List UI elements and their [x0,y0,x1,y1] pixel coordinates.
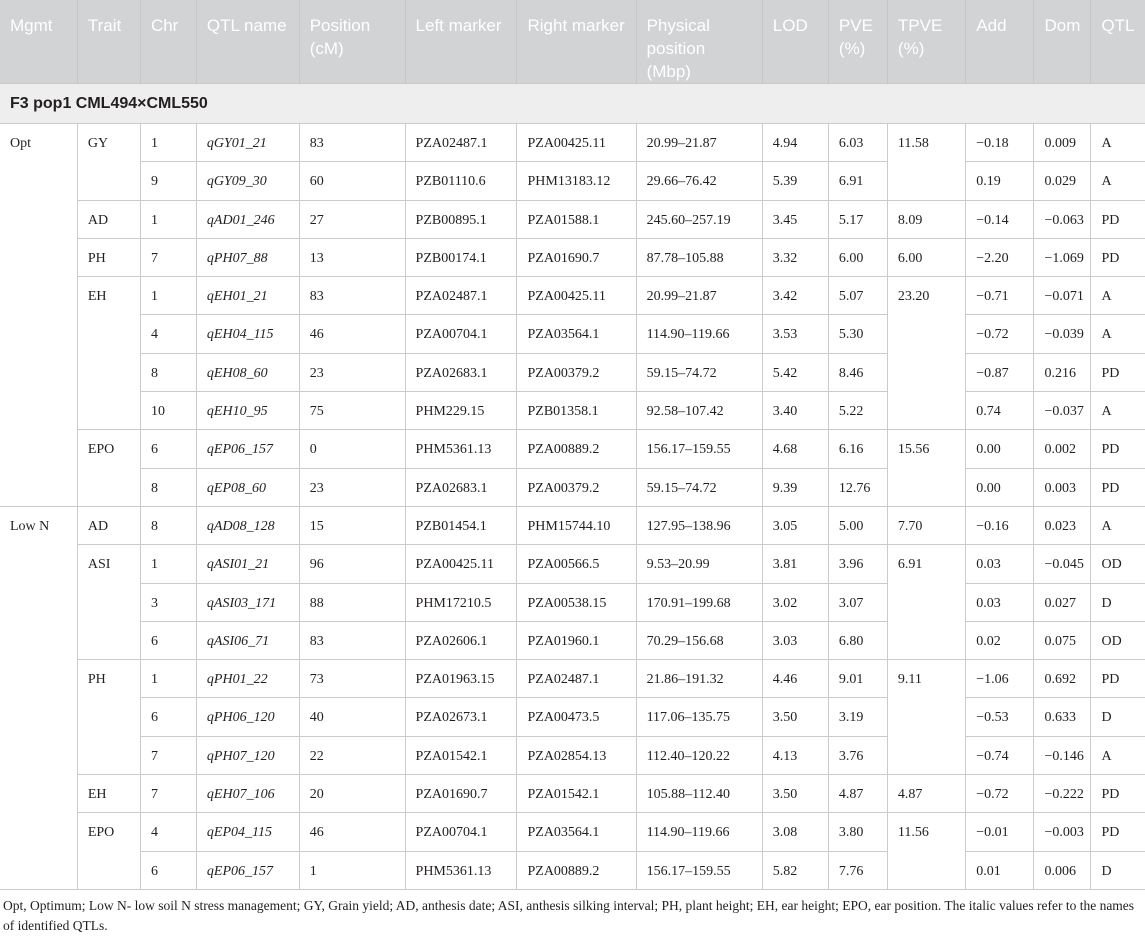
table-row [0,775,1145,813]
cell-type: A [1091,392,1145,430]
cell-qtl: qPH07_88 [196,238,299,276]
cell-lod: 5.82 [762,851,828,889]
table-row [0,468,1145,506]
cell-pos: 13 [299,238,405,276]
cell-tpve: 7.70 [887,506,965,544]
table-row [0,124,1145,162]
cell-pve: 3.80 [828,813,887,851]
cell-right: PZA01588.1 [517,200,636,238]
cell-add: −0.14 [966,200,1034,238]
cell-add: −0.71 [966,277,1034,315]
cell-left: PHM5361.13 [405,430,517,468]
cell-lod: 5.39 [762,162,828,200]
cell-dom: 0.633 [1034,698,1091,736]
cell-right: PZA03564.1 [517,315,636,353]
cell-phys: 156.17–159.55 [636,851,762,889]
cell-chr: 10 [140,392,196,430]
cell-qtl: qPH07_120 [196,736,299,774]
table-row [0,162,1145,200]
cell-chr: 4 [140,813,196,851]
table-row [0,698,1145,736]
cell-qtl: qPH01_22 [196,660,299,698]
cell-right: PZA00538.15 [517,583,636,621]
cell-qtl: qEH10_95 [196,392,299,430]
cell-pos: 0 [299,430,405,468]
cell-left: PZA01690.7 [405,775,517,813]
cell-tpve: 9.11 [887,660,965,775]
cell-qtl: qEH07_106 [196,775,299,813]
cell-pve: 9.01 [828,660,887,698]
cell-tpve: 11.58 [887,124,965,201]
cell-dom: 0.692 [1034,660,1091,698]
cell-phys: 112.40–120.22 [636,736,762,774]
cell-pos: 20 [299,775,405,813]
cell-left: PZA02683.1 [405,468,517,506]
cell-right: PZA02487.1 [517,660,636,698]
cell-right: PHM15744.10 [517,506,636,544]
cell-left: PZA00704.1 [405,315,517,353]
cell-right: PZB01358.1 [517,392,636,430]
cell-qtl: qGY09_30 [196,162,299,200]
cell-left: PZA02487.1 [405,124,517,162]
cell-phys: 21.86–191.32 [636,660,762,698]
cell-type: D [1091,583,1145,621]
cell-chr: 7 [140,775,196,813]
cell-pve: 6.00 [828,238,887,276]
cell-pve: 8.46 [828,353,887,391]
cell-phys: 170.91–199.68 [636,583,762,621]
cell-left: PHM229.15 [405,392,517,430]
cell-trait: ASI [77,545,140,660]
cell-left: PZA02487.1 [405,277,517,315]
cell-pve: 3.96 [828,545,887,583]
cell-chr: 6 [140,698,196,736]
cell-qtl: qASI06_71 [196,621,299,659]
cell-dom: −0.003 [1034,813,1091,851]
cell-lod: 3.50 [762,698,828,736]
cell-dom: 0.003 [1034,468,1091,506]
cell-pos: 83 [299,124,405,162]
table-row [0,545,1145,583]
cell-pve: 5.07 [828,277,887,315]
cell-lod: 3.42 [762,277,828,315]
cell-lod: 4.94 [762,124,828,162]
cell-dom: −0.037 [1034,392,1091,430]
cell-pve: 6.03 [828,124,887,162]
cell-left: PZA01963.15 [405,660,517,698]
cell-add: −0.72 [966,775,1034,813]
cell-pos: 27 [299,200,405,238]
footnote: Opt, Optimum; Low N- low soil N stress management; GY, Grain yield; AD, anthesis date; ASI, anthesis silking interval; PH, plant height; EH, ear height; EPO, ear position. The italic values refer to the names of identified QTLs. [3,897,1135,933]
cell-pos: 46 [299,813,405,851]
cell-pve: 12.76 [828,468,887,506]
cell-dom: 0.029 [1034,162,1091,200]
cell-add: 0.00 [966,430,1034,468]
section-row [0,84,1145,124]
cell-chr: 1 [140,660,196,698]
column-header: QTL [1091,0,1145,84]
cell-add: −2.20 [966,238,1034,276]
cell-left: PZB01110.6 [405,162,517,200]
cell-left: PZA00704.1 [405,813,517,851]
column-header: Position (cM) [299,0,405,84]
cell-add: −0.53 [966,698,1034,736]
table-row [0,660,1145,698]
cell-left: PZB01454.1 [405,506,517,544]
cell-right: PZA02854.13 [517,736,636,774]
cell-tpve: 15.56 [887,430,965,507]
cell-type: A [1091,124,1145,162]
cell-pos: 88 [299,583,405,621]
cell-pos: 15 [299,506,405,544]
cell-right: PZA00889.2 [517,851,636,889]
cell-phys: 20.99–21.87 [636,124,762,162]
cell-lod: 4.46 [762,660,828,698]
cell-trait: EH [77,775,140,813]
cell-type: PD [1091,238,1145,276]
table-row [0,506,1145,544]
cell-type: OD [1091,545,1145,583]
cell-pve: 3.19 [828,698,887,736]
cell-pve: 3.07 [828,583,887,621]
cell-type: PD [1091,660,1145,698]
cell-lod: 3.53 [762,315,828,353]
cell-type: PD [1091,200,1145,238]
cell-chr: 1 [140,277,196,315]
cell-pve: 3.76 [828,736,887,774]
cell-mgmt: Low N [0,506,77,889]
cell-qtl: qAD01_246 [196,200,299,238]
header-row [0,0,1145,84]
cell-right: PZA00425.11 [517,277,636,315]
cell-trait: EPO [77,430,140,507]
cell-tpve: 8.09 [887,200,965,238]
cell-pve: 5.17 [828,200,887,238]
cell-pos: 83 [299,277,405,315]
cell-type: D [1091,698,1145,736]
cell-trait: PH [77,238,140,276]
cell-type: D [1091,851,1145,889]
cell-tpve: 6.91 [887,545,965,660]
cell-type: A [1091,162,1145,200]
cell-phys: 127.95–138.96 [636,506,762,544]
column-header: Add [966,0,1034,84]
cell-pos: 23 [299,353,405,391]
cell-phys: 114.90–119.66 [636,315,762,353]
cell-tpve: 11.56 [887,813,965,890]
table-row [0,583,1145,621]
table-row [0,277,1145,315]
cell-phys: 92.58–107.42 [636,392,762,430]
cell-qtl: qEH04_115 [196,315,299,353]
cell-dom: −0.146 [1034,736,1091,774]
cell-lod: 3.08 [762,813,828,851]
cell-lod: 5.42 [762,353,828,391]
cell-add: −0.74 [966,736,1034,774]
cell-dom: −0.071 [1034,277,1091,315]
cell-pos: 60 [299,162,405,200]
cell-chr: 6 [140,851,196,889]
cell-pve: 6.80 [828,621,887,659]
cell-qtl: qEP04_115 [196,813,299,851]
table-row [0,200,1145,238]
cell-chr: 6 [140,430,196,468]
cell-dom: −0.039 [1034,315,1091,353]
cell-add: −0.72 [966,315,1034,353]
cell-lod: 3.05 [762,506,828,544]
cell-left: PZA01542.1 [405,736,517,774]
cell-dom: 0.075 [1034,621,1091,659]
table-row [0,736,1145,774]
cell-pos: 96 [299,545,405,583]
cell-right: PZA00379.2 [517,353,636,391]
cell-phys: 29.66–76.42 [636,162,762,200]
cell-right: PZA00379.2 [517,468,636,506]
cell-pos: 22 [299,736,405,774]
cell-dom: 0.027 [1034,583,1091,621]
cell-right: PZA00473.5 [517,698,636,736]
cell-qtl: qEP08_60 [196,468,299,506]
cell-pos: 46 [299,315,405,353]
table-row [0,353,1145,391]
cell-lod: 3.40 [762,392,828,430]
cell-phys: 156.17–159.55 [636,430,762,468]
column-header: Dom [1034,0,1091,84]
cell-chr: 4 [140,315,196,353]
cell-pos: 1 [299,851,405,889]
cell-right: PZA00425.11 [517,124,636,162]
cell-qtl: qEP06_157 [196,851,299,889]
cell-trait: EPO [77,813,140,890]
cell-tpve: 23.20 [887,277,965,430]
cell-right: PZA00889.2 [517,430,636,468]
cell-qtl: qEH08_60 [196,353,299,391]
cell-phys: 114.90–119.66 [636,813,762,851]
column-header: QTL name [196,0,299,84]
cell-add: 0.19 [966,162,1034,200]
cell-phys: 59.15–74.72 [636,468,762,506]
cell-left: PZA02606.1 [405,621,517,659]
column-header: Chr [140,0,196,84]
cell-type: A [1091,506,1145,544]
cell-lod: 3.45 [762,200,828,238]
cell-qtl: qPH06_120 [196,698,299,736]
cell-right: PZA01690.7 [517,238,636,276]
column-header: Physical position (Mbp) [636,0,762,84]
cell-pve: 7.76 [828,851,887,889]
cell-trait: AD [77,200,140,238]
table-row [0,238,1145,276]
cell-chr: 1 [140,200,196,238]
cell-chr: 7 [140,238,196,276]
cell-right: PZA01542.1 [517,775,636,813]
cell-left: PZA02683.1 [405,353,517,391]
cell-pve: 6.91 [828,162,887,200]
column-header: Right marker [517,0,636,84]
cell-pve: 6.16 [828,430,887,468]
table-row [0,621,1145,659]
column-header: Trait [77,0,140,84]
cell-lod: 3.81 [762,545,828,583]
cell-add: 0.01 [966,851,1034,889]
column-header: Mgmt [0,0,77,84]
cell-dom: 0.006 [1034,851,1091,889]
cell-add: 0.03 [966,545,1034,583]
cell-lod: 9.39 [762,468,828,506]
cell-add: −0.01 [966,813,1034,851]
cell-left: PZB00174.1 [405,238,517,276]
cell-chr: 3 [140,583,196,621]
cell-pos: 23 [299,468,405,506]
cell-dom: 0.009 [1034,124,1091,162]
column-header: LOD [762,0,828,84]
cell-pve: 5.00 [828,506,887,544]
cell-add: 0.02 [966,621,1034,659]
cell-phys: 9.53–20.99 [636,545,762,583]
cell-pos: 40 [299,698,405,736]
column-header: TPVE (%) [887,0,965,84]
cell-lod: 4.68 [762,430,828,468]
cell-phys: 117.06–135.75 [636,698,762,736]
cell-type: PD [1091,813,1145,851]
table-row [0,813,1145,851]
cell-tpve: 6.00 [887,238,965,276]
cell-qtl: qAD08_128 [196,506,299,544]
cell-trait: GY [77,124,140,201]
cell-type: PD [1091,468,1145,506]
cell-mgmt: Opt [0,124,77,507]
table-row [0,430,1145,468]
cell-qtl: qGY01_21 [196,124,299,162]
cell-lod: 3.02 [762,583,828,621]
cell-right: PZA00566.5 [517,545,636,583]
cell-qtl: qASI01_21 [196,545,299,583]
section-title: F3 pop1 CML494×CML550 [0,84,1145,124]
cell-chr: 9 [140,162,196,200]
cell-qtl: qASI03_171 [196,583,299,621]
cell-add: 0.74 [966,392,1034,430]
cell-right: PZA01960.1 [517,621,636,659]
cell-trait: PH [77,660,140,775]
cell-phys: 70.29–156.68 [636,621,762,659]
cell-tpve: 4.87 [887,775,965,813]
cell-left: PHM5361.13 [405,851,517,889]
cell-phys: 20.99–21.87 [636,277,762,315]
cell-pve: 4.87 [828,775,887,813]
cell-chr: 7 [140,736,196,774]
column-header: PVE (%) [828,0,887,84]
cell-right: PZA03564.1 [517,813,636,851]
cell-pos: 73 [299,660,405,698]
column-header: Left marker [405,0,517,84]
cell-lod: 4.13 [762,736,828,774]
cell-chr: 6 [140,621,196,659]
table-row [0,315,1145,353]
cell-left: PZA02673.1 [405,698,517,736]
cell-phys: 105.88–112.40 [636,775,762,813]
cell-type: A [1091,315,1145,353]
cell-type: PD [1091,775,1145,813]
cell-left: PZB00895.1 [405,200,517,238]
cell-dom: 0.216 [1034,353,1091,391]
cell-phys: 59.15–74.72 [636,353,762,391]
table-row [0,851,1145,889]
cell-add: −1.06 [966,660,1034,698]
cell-chr: 8 [140,468,196,506]
cell-type: A [1091,277,1145,315]
cell-add: −0.16 [966,506,1034,544]
cell-lod: 3.32 [762,238,828,276]
cell-left: PHM17210.5 [405,583,517,621]
cell-lod: 3.03 [762,621,828,659]
cell-type: OD [1091,621,1145,659]
cell-add: −0.18 [966,124,1034,162]
cell-left: PZA00425.11 [405,545,517,583]
cell-dom: 0.002 [1034,430,1091,468]
cell-type: A [1091,736,1145,774]
cell-qtl: qEH01_21 [196,277,299,315]
cell-pve: 5.30 [828,315,887,353]
cell-type: PD [1091,353,1145,391]
cell-pos: 83 [299,621,405,659]
cell-dom: −0.222 [1034,775,1091,813]
cell-pos: 75 [299,392,405,430]
cell-add: 0.00 [966,468,1034,506]
cell-type: PD [1091,430,1145,468]
cell-chr: 1 [140,545,196,583]
cell-pve: 5.22 [828,392,887,430]
cell-dom: 0.023 [1034,506,1091,544]
cell-dom: −0.063 [1034,200,1091,238]
cell-add: −0.87 [966,353,1034,391]
cell-chr: 8 [140,506,196,544]
cell-right: PHM13183.12 [517,162,636,200]
cell-qtl: qEP06_157 [196,430,299,468]
cell-trait: AD [77,506,140,544]
cell-phys: 245.60–257.19 [636,200,762,238]
cell-add: 0.03 [966,583,1034,621]
cell-trait: EH [77,277,140,430]
cell-dom: −1.069 [1034,238,1091,276]
cell-dom: −0.045 [1034,545,1091,583]
cell-chr: 1 [140,124,196,162]
cell-lod: 3.50 [762,775,828,813]
table-row [0,392,1145,430]
cell-phys: 87.78–105.88 [636,238,762,276]
cell-chr: 8 [140,353,196,391]
